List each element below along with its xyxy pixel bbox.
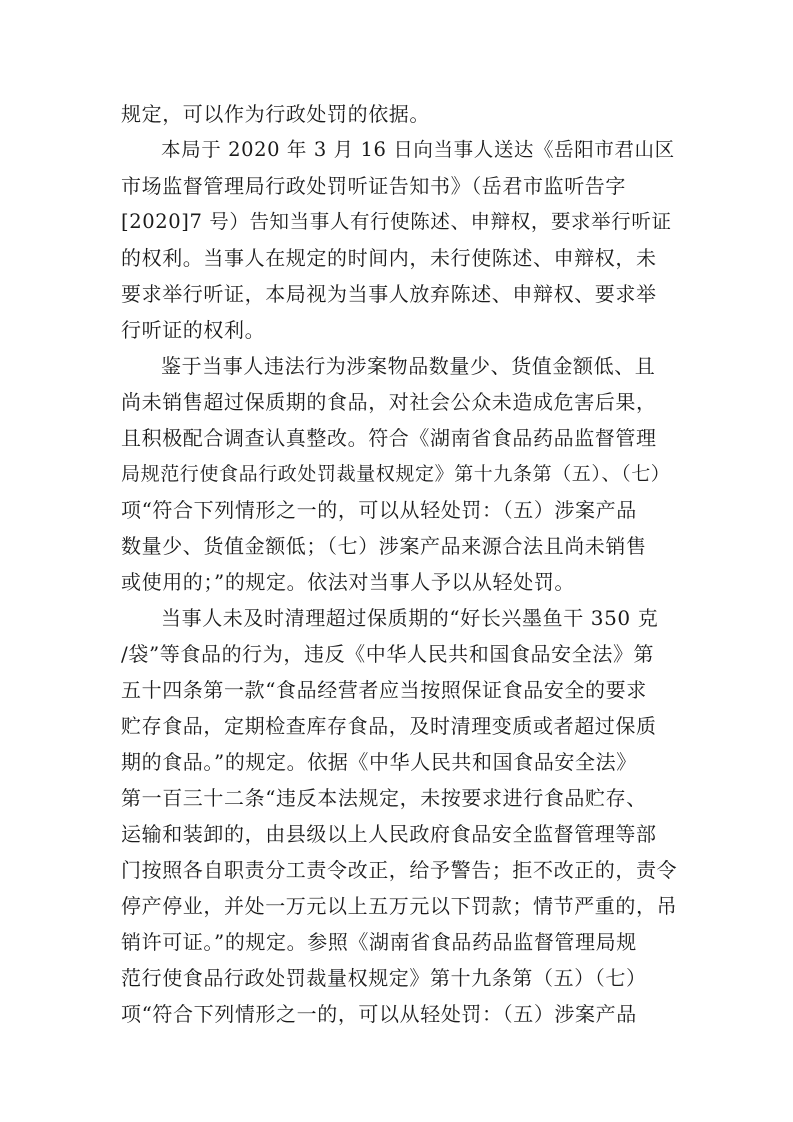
text-line: 行听证的权利。 (121, 318, 266, 342)
text-line: 停产停业，并处一万元以上五万元以下罚款；情节严重的，吊 (121, 894, 678, 918)
text-line: 门按照各自职责分工责令改正，给予警告；拒不改正的，责令 (121, 858, 678, 882)
text-line: 销许可证。”的规定。参照《湖南省食品药品监督管理局规 (121, 930, 637, 954)
text-line: 要求举行听证，本局视为当事人放弃陈述、申辩权、要求举 (121, 282, 657, 306)
paragraph-first-line: 当事人未及时清理超过保质期的“好长兴墨鱼干 350 克 (161, 606, 659, 630)
text-line: 期的食品。”的规定。依据《中华人民共和国食品安全法》 (121, 750, 637, 774)
text-line: 且积极配合调查认真整改。符合《湖南省食品药品监督管理 (121, 426, 657, 450)
text-line: 范行使食品行政处罚裁量权规定》第十九条第（五）（七） (121, 966, 647, 990)
text-line: 项“符合下列情形之一的，可以从轻处罚：（五）涉案产品 (121, 498, 637, 522)
text-line: 运输和装卸的，由县级以上人民政府食品安全监督管理等部 (121, 822, 657, 846)
text-line: 局规范行使食品行政处罚裁量权规定》第十九条第（五）、（七） (121, 463, 671, 485)
text-line: 的权利。当事人在规定的时间内，未行使陈述、申辩权，未 (121, 246, 657, 270)
text-line: 规定，可以作为行政处罚的依据。 (121, 102, 430, 126)
paragraph-first-line: 本局于 2020 年 3 月 16 日向当事人送达《岳阳市君山区 (161, 138, 675, 161)
text-line: 数量少、货值金额低；（七）涉案产品来源合法且尚未销售 (121, 534, 647, 558)
text-line: [2020]7 号）告知当事人有行使陈述、申辩权，要求举行听证 (121, 210, 672, 233)
text-line: 五十四条第一款“食品经营者应当按照保证食品安全的要求 (121, 678, 647, 702)
paragraph-first-line: 鉴于当事人违法行为涉案物品数量少、货值金额低、且 (161, 354, 656, 378)
text-line: 市场监督管理局行政处罚听证告知书》（岳君市监听告字 (121, 174, 626, 198)
text-line: /袋”等食品的行为，违反《中华人民共和国食品安全法》第 (121, 642, 655, 666)
text-line: 项“符合下列情形之一的，可以从轻处罚：（五）涉案产品 (121, 1002, 637, 1026)
text-line: 第一百三十二条“违反本法规定，未按要求进行食品贮存、 (121, 786, 647, 810)
text-line: 尚未销售超过保质期的食品，对社会公众未造成危害后果， (121, 390, 657, 414)
text-line: 或使用的；”的规定。依法对当事人予以从轻处罚。 (121, 570, 576, 594)
text-line: 贮存食品，定期检查库存食品，及时清理变质或者超过保质 (121, 714, 657, 738)
